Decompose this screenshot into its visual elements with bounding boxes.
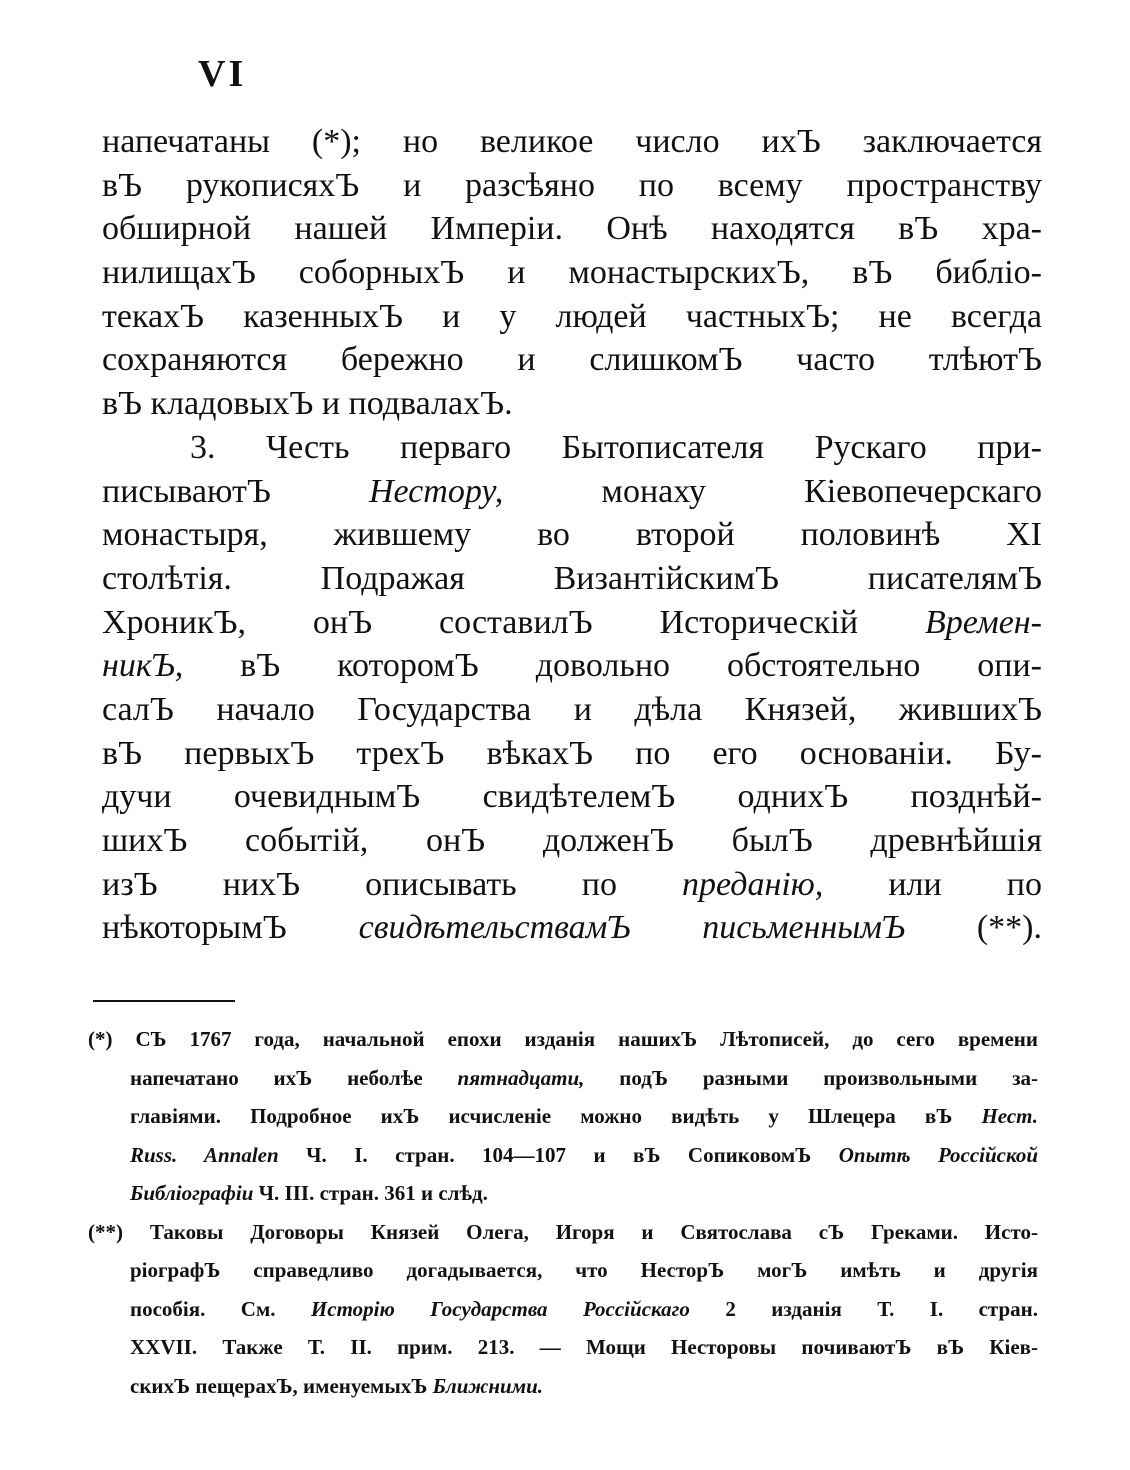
italic-term: Russ. Annalen <box>130 1142 279 1167</box>
footnotes <box>88 1020 1038 1405</box>
text-line: текахЪ казенныхЪ и у людей частныхЪ; не всегда <box>102 297 1042 335</box>
text-fragment: ХроникЪ, онЪ составилЪ Историческій <box>102 603 859 641</box>
text-fragment: напечатано ихЪ неболѣе <box>130 1065 423 1090</box>
text-line: нилищахЪ соборныхЪ и монастырскихЪ, вЪ библіо- <box>102 254 1042 292</box>
footnote-line <box>88 1290 1038 1329</box>
footnote-line <box>88 1213 1038 1252</box>
footnote-marker: (*) <box>88 1027 113 1051</box>
footnote-line <box>88 1059 1038 1098</box>
footnote-2 <box>88 1213 1038 1406</box>
text-fragment: пособія. См. <box>130 1296 276 1321</box>
text-line: сохраняются бережно и слишкомЪ часто тлѣютЪ <box>102 341 1042 379</box>
text-fragment: скихЪ пещерахЪ, именуемыхЪ <box>130 1373 428 1398</box>
footnote-reference: (**). <box>976 909 1043 947</box>
text-fragment: изЪ нихЪ описывать по <box>102 865 617 903</box>
footnote-line <box>88 1020 1038 1059</box>
footnote-line <box>88 1174 1038 1213</box>
text-line <box>102 906 1042 950</box>
italic-term: Библіографіи <box>130 1181 254 1205</box>
text-fragment: вЪ которомЪ довольно обстоятельно опи- <box>240 647 1042 685</box>
footnote-line <box>88 1097 1038 1136</box>
text-line: вЪ первыхЪ трехЪ вѣкахЪ по его основаніи. Бу- <box>102 734 1042 772</box>
italic-term: Времен- <box>925 603 1042 641</box>
text-line <box>102 644 1042 688</box>
text-line: шихЪ событій, онЪ долженЪ былЪ древнѣйшія <box>102 822 1042 859</box>
text-line: вЪ рукописяхЪ и разсѣяно по всему пространству <box>102 166 1042 204</box>
footnote-1 <box>88 1020 1038 1213</box>
footnote-marker: (**) <box>88 1219 123 1244</box>
paragraph-start: 3. Честь перваго Бытописателя Рускаго при- <box>190 428 1042 466</box>
text-line: напечатаны (*); но великое число ихЪ заключается <box>102 123 1042 160</box>
footnote-line: XXVII. Также Т. II. прим. 213. — Мощи Несторовы почиваютЪ вЪ Кіев- <box>130 1335 1038 1359</box>
text-fragment: Ч. I. стран. 104—107 и вЪ СопиковомЪ <box>306 1142 812 1167</box>
text-fragment: Таковы Договоры Князей Олега, Игоря и Святослава сЪ Греками. Исто- <box>149 1219 1038 1244</box>
text-fragment: писываютЪ <box>102 472 271 510</box>
text-line: дучи очевиднымЪ свидѣтелемЪ однихЪ позднѣй- <box>102 778 1042 816</box>
text-fragment: или по <box>888 865 1042 903</box>
italic-term: Нест. <box>981 1104 1039 1128</box>
italic-term: никЪ, <box>102 647 184 685</box>
text-fragment: СЪ 1767 года, начальной епохи изданія нашихЪ Лѣтописей, до сего времени <box>135 1027 1039 1051</box>
text-line: салЪ начало Государства и дѣла Князей, жившихЪ <box>102 690 1042 728</box>
text-line <box>102 601 1042 645</box>
text-line: монастыря, жившему во второй половинѣ XI <box>102 516 1042 554</box>
text-line <box>102 863 1042 907</box>
footnote-line: ріографЪ справедливо догадывается, что НесторЪ могЪ имѣть и другія <box>130 1258 1038 1282</box>
italic-term: пятнадцати, <box>457 1065 585 1090</box>
text-fragment: Ч. III. стран. 361 и слѣд. <box>258 1181 488 1205</box>
text-line: столѣтія. Подражая ВизантійскимЪ писателямЪ <box>102 559 1042 597</box>
italic-term: преданію, <box>682 865 824 903</box>
text-fragment: подЪ разными произвольными за- <box>619 1065 1039 1090</box>
italic-term: свидѣтельствамЪ письменнымЪ <box>358 909 905 947</box>
text-fragment: 2 изданія Т. I. стран. <box>725 1296 1039 1321</box>
footnote-divider <box>93 1000 235 1002</box>
text-fragment: главіями. Подробное ихЪ исчисленіе можно видѣть у Шлецера вЪ <box>130 1104 953 1128</box>
text-line: обширной нашей Имперіи. Онѣ находятся вЪ хра- <box>102 210 1042 248</box>
footnote-line <box>88 1367 1038 1406</box>
text-line <box>102 470 1042 514</box>
text-line: вЪ кладовыхЪ и подвалахЪ. <box>102 385 513 423</box>
main-text <box>102 120 1042 950</box>
page-number: VI <box>198 53 247 95</box>
italic-term: Исторію Государства Россійскаго <box>310 1296 690 1321</box>
italic-name: Нестору, <box>368 472 504 510</box>
italic-term: Опытѣ Россійской <box>838 1142 1039 1167</box>
italic-term: Ближними. <box>432 1373 544 1398</box>
text-fragment: нѣкоторымЪ <box>102 909 287 947</box>
footnote-line <box>88 1136 1038 1175</box>
text-fragment: монаху Кіевопечерскаго <box>601 472 1043 510</box>
